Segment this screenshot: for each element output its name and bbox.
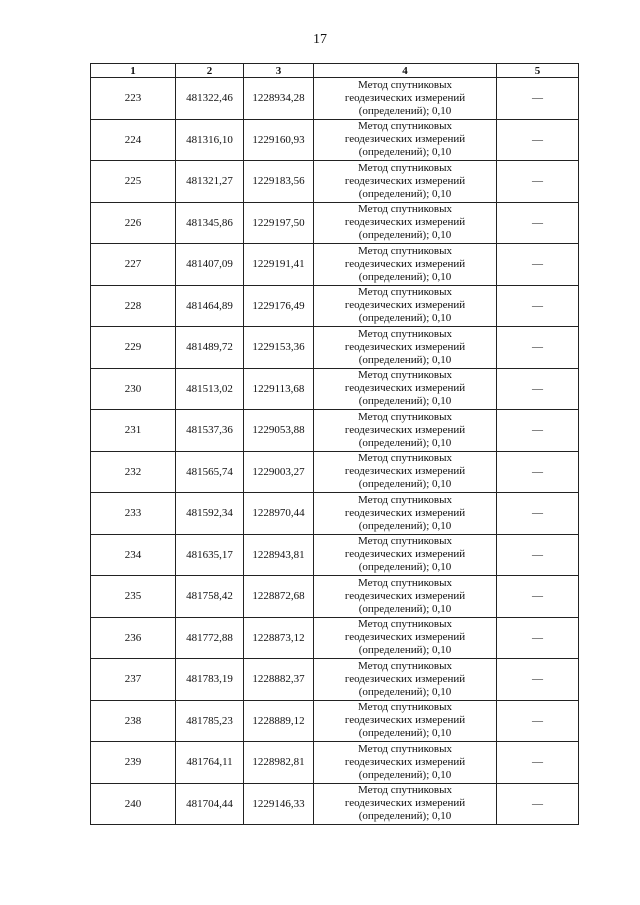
method-line: (определений); 0,10 <box>358 353 452 366</box>
coordinate-x-cell: 481407,09 <box>176 244 244 286</box>
table-body <box>91 78 579 825</box>
note-cell: — <box>497 410 579 452</box>
coordinate-y-cell: 1228982,81 <box>244 742 314 784</box>
coordinate-x-cell: 481322,46 <box>176 78 244 120</box>
method-line: (определений); 0,10 <box>358 644 452 657</box>
method-line: (определений); 0,10 <box>358 270 452 283</box>
table-row <box>91 659 579 701</box>
note-cell: — <box>497 783 579 825</box>
coordinate-y-cell: 1229146,33 <box>244 783 314 825</box>
table-row <box>91 327 579 369</box>
method-line: геодезических измерений <box>344 631 466 644</box>
column-header-5: 5 <box>497 64 579 78</box>
method-line: геодезических измерений <box>344 216 466 229</box>
method-cell <box>314 534 497 576</box>
method-line: Метод спутниковых <box>358 493 452 506</box>
method-line: Метод спутниковых <box>358 742 452 755</box>
method-cell <box>314 161 497 203</box>
point-number-cell: 237 <box>91 659 176 701</box>
coordinate-y-cell: 1229176,49 <box>244 285 314 327</box>
method-cell <box>314 78 497 120</box>
coordinate-x-cell: 481758,42 <box>176 576 244 618</box>
note-cell: — <box>497 617 579 659</box>
table-row <box>91 783 579 825</box>
table-row <box>91 742 579 784</box>
method-line: Метод спутниковых <box>358 203 452 216</box>
table-row <box>91 368 579 410</box>
method-line: Метод спутниковых <box>358 659 452 672</box>
method-line: Метод спутниковых <box>358 618 452 631</box>
point-number-cell: 235 <box>91 576 176 618</box>
method-line: геодезических измерений <box>344 91 466 104</box>
coordinate-y-cell: 1228882,37 <box>244 659 314 701</box>
method-line: (определений); 0,10 <box>358 395 452 408</box>
note-cell: — <box>497 700 579 742</box>
method-line: (определений); 0,10 <box>358 602 452 615</box>
point-number-cell: 236 <box>91 617 176 659</box>
point-number-cell: 225 <box>91 161 176 203</box>
method-line: Метод спутниковых <box>358 120 452 133</box>
coordinate-x-cell: 481565,74 <box>176 451 244 493</box>
table-row <box>91 451 579 493</box>
method-line: геодезических измерений <box>344 423 466 436</box>
method-line: геодезических измерений <box>344 382 466 395</box>
table-row <box>91 493 579 535</box>
note-cell: — <box>497 119 579 161</box>
point-number-cell: 228 <box>91 285 176 327</box>
method-line: геодезических измерений <box>344 257 466 270</box>
method-line: (определений); 0,10 <box>358 685 452 698</box>
point-number-cell: 238 <box>91 700 176 742</box>
coordinate-x-cell: 481537,36 <box>176 410 244 452</box>
table-row <box>91 244 579 286</box>
method-cell <box>314 742 497 784</box>
point-number-cell: 230 <box>91 368 176 410</box>
note-cell: — <box>497 202 579 244</box>
method-cell <box>314 327 497 369</box>
coordinate-y-cell: 1229183,56 <box>244 161 314 203</box>
note-cell: — <box>497 534 579 576</box>
page-number: 17 <box>313 32 327 47</box>
method-line: Метод спутниковых <box>358 286 452 299</box>
method-line: геодезических измерений <box>344 672 466 685</box>
method-cell <box>314 202 497 244</box>
method-line: геодезических измерений <box>344 465 466 478</box>
method-line: Метод спутниковых <box>358 161 452 174</box>
coordinate-y-cell: 1228970,44 <box>244 493 314 535</box>
coordinate-y-cell: 1229153,36 <box>244 327 314 369</box>
table-row <box>91 617 579 659</box>
coordinate-y-cell: 1229160,93 <box>244 119 314 161</box>
method-cell <box>314 119 497 161</box>
table-row <box>91 285 579 327</box>
method-line: геодезических измерений <box>344 548 466 561</box>
coordinate-y-cell: 1228873,12 <box>244 617 314 659</box>
table-row <box>91 534 579 576</box>
coordinate-x-cell: 481592,34 <box>176 493 244 535</box>
method-line: (определений); 0,10 <box>358 519 452 532</box>
point-number-cell: 226 <box>91 202 176 244</box>
point-number-cell: 227 <box>91 244 176 286</box>
coordinate-y-cell: 1229003,27 <box>244 451 314 493</box>
column-header-4: 4 <box>314 64 497 78</box>
method-line: (определений); 0,10 <box>358 146 452 159</box>
note-cell: — <box>497 368 579 410</box>
note-cell: — <box>497 285 579 327</box>
coordinate-y-cell: 1228934,28 <box>244 78 314 120</box>
method-line: (определений); 0,10 <box>358 810 452 823</box>
method-cell <box>314 783 497 825</box>
point-number-cell: 229 <box>91 327 176 369</box>
method-line: (определений); 0,10 <box>358 312 452 325</box>
coordinate-y-cell: 1229197,50 <box>244 202 314 244</box>
method-line: геодезических измерений <box>344 755 466 768</box>
table-row <box>91 202 579 244</box>
coordinates-table <box>90 63 579 825</box>
coordinate-y-cell: 1228872,68 <box>244 576 314 618</box>
note-cell: — <box>497 244 579 286</box>
method-line: (определений); 0,10 <box>358 768 452 781</box>
method-line: Метод спутниковых <box>358 452 452 465</box>
method-line: (определений); 0,10 <box>358 478 452 491</box>
method-line: (определений); 0,10 <box>358 104 452 117</box>
method-cell <box>314 244 497 286</box>
method-cell <box>314 617 497 659</box>
column-header-3: 3 <box>244 64 314 78</box>
method-cell <box>314 285 497 327</box>
point-number-cell: 231 <box>91 410 176 452</box>
method-cell <box>314 451 497 493</box>
method-cell <box>314 368 497 410</box>
method-line: геодезических измерений <box>344 714 466 727</box>
note-cell: — <box>497 327 579 369</box>
method-line: Метод спутниковых <box>358 327 452 340</box>
table-row <box>91 700 579 742</box>
note-cell: — <box>497 493 579 535</box>
method-cell <box>314 576 497 618</box>
method-line: геодезических измерений <box>344 174 466 187</box>
point-number-cell: 232 <box>91 451 176 493</box>
note-cell: — <box>497 742 579 784</box>
column-header-2: 2 <box>176 64 244 78</box>
table-row <box>91 410 579 452</box>
point-number-cell: 224 <box>91 119 176 161</box>
point-number-cell: 234 <box>91 534 176 576</box>
coordinate-x-cell: 481704,44 <box>176 783 244 825</box>
column-header-1: 1 <box>91 64 176 78</box>
coordinate-y-cell: 1228943,81 <box>244 534 314 576</box>
method-line: геодезических измерений <box>344 589 466 602</box>
coordinate-y-cell: 1229053,88 <box>244 410 314 452</box>
coordinate-y-cell: 1229113,68 <box>244 368 314 410</box>
method-line: Метод спутниковых <box>358 535 452 548</box>
table-row <box>91 78 579 120</box>
method-line: Метод спутниковых <box>358 369 452 382</box>
method-line: Метод спутниковых <box>358 701 452 714</box>
coordinate-x-cell: 481321,27 <box>176 161 244 203</box>
coordinate-y-cell: 1228889,12 <box>244 700 314 742</box>
method-line: (определений); 0,10 <box>358 727 452 740</box>
method-line: геодезических измерений <box>344 299 466 312</box>
method-line: Метод спутниковых <box>358 244 452 257</box>
method-line: Метод спутниковых <box>358 576 452 589</box>
method-cell <box>314 659 497 701</box>
method-cell <box>314 700 497 742</box>
method-line: (определений); 0,10 <box>358 561 452 574</box>
method-line: (определений); 0,10 <box>358 187 452 200</box>
coordinate-x-cell: 481783,19 <box>176 659 244 701</box>
method-line: геодезических измерений <box>344 506 466 519</box>
point-number-cell: 239 <box>91 742 176 784</box>
point-number-cell: 223 <box>91 78 176 120</box>
coordinate-x-cell: 481513,02 <box>176 368 244 410</box>
method-line: геодезических измерений <box>344 133 466 146</box>
coordinate-x-cell: 481772,88 <box>176 617 244 659</box>
table-header-row <box>91 64 579 78</box>
table-row <box>91 161 579 203</box>
coordinate-x-cell: 481464,89 <box>176 285 244 327</box>
note-cell: — <box>497 78 579 120</box>
note-cell: — <box>497 451 579 493</box>
method-line: геодезических измерений <box>344 797 466 810</box>
coordinate-x-cell: 481316,10 <box>176 119 244 161</box>
method-line: Метод спутниковых <box>358 78 452 91</box>
coordinate-x-cell: 481489,72 <box>176 327 244 369</box>
coordinate-x-cell: 481785,23 <box>176 700 244 742</box>
method-line: (определений); 0,10 <box>358 436 452 449</box>
note-cell: — <box>497 576 579 618</box>
coordinate-x-cell: 481764,11 <box>176 742 244 784</box>
method-line: геодезических измерений <box>344 340 466 353</box>
method-cell <box>314 493 497 535</box>
note-cell: — <box>497 659 579 701</box>
method-line: (определений); 0,10 <box>358 229 452 242</box>
method-cell <box>314 410 497 452</box>
note-cell: — <box>497 161 579 203</box>
method-line: Метод спутниковых <box>358 410 452 423</box>
coordinate-x-cell: 481635,17 <box>176 534 244 576</box>
table-row <box>91 576 579 618</box>
table-row <box>91 119 579 161</box>
coordinate-x-cell: 481345,86 <box>176 202 244 244</box>
point-number-cell: 233 <box>91 493 176 535</box>
method-line: Метод спутниковых <box>358 784 452 797</box>
point-number-cell: 240 <box>91 783 176 825</box>
coordinate-y-cell: 1229191,41 <box>244 244 314 286</box>
